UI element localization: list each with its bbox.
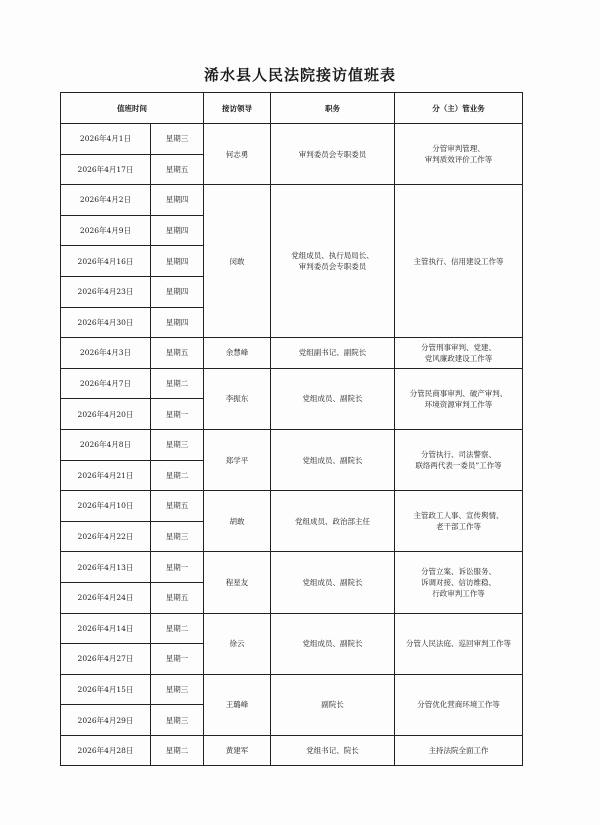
responsibility-line: 分管刑事审判、党建、	[421, 342, 496, 352]
position-line: 党组成员、副院长	[302, 394, 363, 404]
responsibility-line: 分管人民法庭、巡回审判工作等	[406, 639, 511, 649]
leader-position	[271, 735, 395, 766]
duty-date: 2026年4月13日	[61, 552, 151, 583]
duty-date: 2026年4月30日	[61, 307, 151, 338]
duty-date: 2026年4月27日	[61, 644, 151, 675]
leader-position	[271, 491, 395, 552]
duty-date: 2026年4月8日	[61, 429, 151, 460]
leader-name: 黄建军	[204, 735, 271, 766]
table-row	[61, 552, 523, 583]
header-work: 分（主）管业务	[395, 93, 523, 124]
header-leader: 接访领导	[204, 93, 271, 124]
position-line: 审判委员会专职委员	[298, 149, 367, 159]
responsibility-line: 主管执行、信用建设工作等	[413, 256, 504, 266]
duty-weekday: 星期五	[151, 338, 204, 369]
table-row	[61, 491, 523, 522]
header-duty: 职务	[271, 93, 395, 124]
table-row	[61, 368, 523, 399]
responsibility-line: 分管审判管理、	[432, 144, 485, 154]
duty-weekday: 星期五	[151, 582, 204, 613]
leader-responsibility	[395, 368, 523, 429]
position-line: 党组成员、执行局局长、	[291, 251, 374, 261]
duty-date: 2026年4月28日	[61, 735, 151, 766]
leader-name: 胡敢	[204, 491, 271, 552]
leader-responsibility	[395, 674, 523, 735]
position-line: 党组成员、副院长	[302, 639, 363, 649]
responsibility-line: 主持法院全面工作	[428, 746, 489, 756]
duty-date: 2026年4月23日	[61, 276, 151, 307]
table-row	[61, 338, 523, 369]
duty-date: 2026年4月3日	[61, 338, 151, 369]
duty-weekday: 星期四	[151, 185, 204, 216]
responsibility-line: 分管执行、司法警察、	[421, 450, 496, 460]
responsibility-line: 环境资源审判工作等	[424, 399, 493, 409]
duty-weekday: 星期五	[151, 491, 204, 522]
leader-name: 余慧峰	[204, 338, 271, 369]
leader-responsibility	[395, 338, 523, 369]
position-line: 党组成员、政治部主任	[295, 516, 370, 526]
leader-name: 郑学平	[204, 429, 271, 490]
duty-weekday: 星期五	[151, 154, 204, 185]
position-line: 副院长	[321, 700, 344, 710]
leader-responsibility	[395, 491, 523, 552]
duty-weekday: 星期四	[151, 276, 204, 307]
leader-position	[271, 124, 395, 185]
position-line: 党组书记、院长	[306, 746, 359, 756]
duty-weekday: 星期三	[151, 124, 204, 155]
duty-date: 2026年4月29日	[61, 705, 151, 736]
duty-weekday: 星期一	[151, 644, 204, 675]
duty-weekday: 星期一	[151, 552, 204, 583]
table-body	[61, 124, 523, 766]
leader-name: 闵敢	[204, 185, 271, 338]
responsibility-line: 联络两代表一委员”工作等	[415, 461, 502, 471]
position-line: 审判委员会专职委员	[298, 262, 367, 272]
duty-date: 2026年4月2日	[61, 185, 151, 216]
duty-date: 2026年4月1日	[61, 124, 151, 155]
duty-weekday: 星期三	[151, 429, 204, 460]
leader-responsibility	[395, 429, 523, 490]
leader-name: 王璐峰	[204, 674, 271, 735]
duty-weekday: 星期三	[151, 674, 204, 705]
table-row	[61, 735, 523, 766]
table-row	[61, 613, 523, 644]
duty-date: 2026年4月17日	[61, 154, 151, 185]
duty-date: 2026年4月9日	[61, 215, 151, 246]
table-header	[61, 93, 523, 124]
duty-date: 2026年4月7日	[61, 368, 151, 399]
duty-weekday: 星期一	[151, 399, 204, 430]
duty-date: 2026年4月24日	[61, 582, 151, 613]
leader-name: 徐云	[204, 613, 271, 674]
leader-position	[271, 613, 395, 674]
duty-date: 2026年4月22日	[61, 521, 151, 552]
responsibility-line: 审判质效评价工作等	[424, 155, 493, 165]
responsibility-line: 主管政工人事、宣传舆情、	[413, 511, 504, 521]
leader-position	[271, 338, 395, 369]
duty-roster-table	[60, 92, 523, 766]
responsibility-line: 党风廉政建设工作等	[424, 353, 493, 363]
leader-name: 李振东	[204, 368, 271, 429]
responsibility-line: 分管优化营商环境工作等	[417, 700, 500, 710]
leader-position	[271, 429, 395, 490]
duty-weekday: 星期二	[151, 460, 204, 491]
position-line: 党组成员、副院长	[302, 455, 363, 465]
table-row	[61, 124, 523, 155]
duty-date: 2026年4月14日	[61, 613, 151, 644]
leader-name: 何志勇	[204, 124, 271, 185]
leader-position	[271, 674, 395, 735]
duty-weekday: 星期四	[151, 246, 204, 277]
duty-date: 2026年4月16日	[61, 246, 151, 277]
leader-responsibility	[395, 735, 523, 766]
duty-date: 2026年4月15日	[61, 674, 151, 705]
duty-weekday: 星期四	[151, 307, 204, 338]
page-title: 浠水县人民法院接访值班表	[203, 66, 396, 84]
leader-responsibility	[395, 613, 523, 674]
leader-name: 程星友	[204, 552, 271, 613]
leader-position	[271, 552, 395, 613]
leader-responsibility	[395, 124, 523, 185]
responsibility-line: 分管民商事审判、破产审判、	[409, 388, 508, 398]
responsibility-line: 行政审判工作等	[432, 588, 485, 598]
duty-weekday: 星期四	[151, 215, 204, 246]
table-row	[61, 185, 523, 216]
leader-position	[271, 368, 395, 429]
position-line: 党组成员、副院长	[302, 577, 363, 587]
duty-date: 2026年4月21日	[61, 460, 151, 491]
duty-date: 2026年4月10日	[61, 491, 151, 522]
duty-weekday: 星期二	[151, 613, 204, 644]
duty-weekday: 星期二	[151, 735, 204, 766]
leader-position	[271, 185, 395, 338]
responsibility-line: 老干部工作等	[436, 522, 481, 532]
duty-date: 2026年4月20日	[61, 399, 151, 430]
responsibility-line: 分管立案、诉讼服务、	[421, 566, 496, 576]
leader-responsibility	[395, 185, 523, 338]
duty-weekday: 星期二	[151, 368, 204, 399]
table-row	[61, 429, 523, 460]
responsibility-line: 诉调对接、信访维稳、	[421, 577, 496, 587]
table-row	[61, 674, 523, 705]
header-time: 值班时间	[61, 93, 204, 124]
duty-weekday: 星期三	[151, 705, 204, 736]
position-line: 党组副书记、副院长	[298, 348, 367, 358]
leader-responsibility	[395, 552, 523, 613]
duty-weekday: 星期三	[151, 521, 204, 552]
